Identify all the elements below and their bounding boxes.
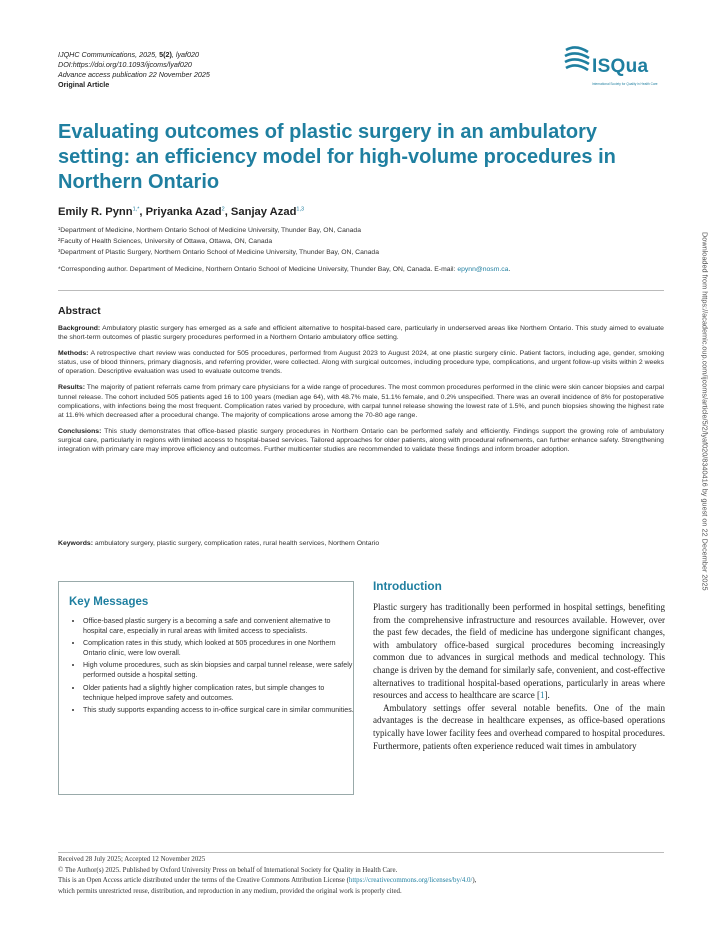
abstract-conclusions bbox=[58, 427, 664, 454]
author[interactable] bbox=[58, 206, 139, 218]
wave-icon bbox=[562, 42, 596, 76]
email-link[interactable]: epynn@nosm.ca bbox=[457, 266, 509, 273]
author-affiliation-mark: 1,3 bbox=[296, 206, 305, 213]
keywords bbox=[58, 540, 379, 547]
paragraph-text: Plastic surgery has traditionally been performed in hospital settings, benefiting from the comprehensive infrastructure and resources available. However, over the past few decades, the field of medicine has undergone significant changes, with ambulatory office-based surgical procedures becoming increasingly common due to advances in surgical methods and medical technology. This change is driven by the demand for similarly safe, convenient, and cost-effective alternatives to traditional hospital-based operations, particularly in areas where resources and access to healthcare are scarce [ bbox=[373, 602, 665, 701]
doi-link[interactable]: DOI:https://doi.org/10.1093/ijcoms/lyaf020 bbox=[58, 60, 192, 69]
author-affiliation-mark: 2 bbox=[221, 206, 225, 213]
advance-access: Advance access publication 22 November 2025 bbox=[58, 70, 210, 79]
author-name: Sanjay Azad bbox=[230, 206, 297, 218]
footer-divider bbox=[58, 852, 664, 853]
license-text: This is an Open Access article distributed under the terms of the Creative Commons Attribution License ( bbox=[58, 877, 349, 885]
license-text-end: ), bbox=[472, 877, 477, 885]
corresponding-end: . bbox=[508, 266, 511, 273]
abstract-heading: Abstract bbox=[58, 305, 101, 317]
section-label: Results: bbox=[58, 384, 86, 392]
download-note-text: Downloaded from https://academic.oup.com/ijcoms/article/5/2/lyaf020/8340416 by guest on 22 December 2025 bbox=[700, 232, 710, 591]
corresponding-text: *Corresponding author. Department of Medicine, Northern Ontario School of Medicine University, Thunder Bay, ON, Canada. E-mail: bbox=[58, 266, 458, 273]
key-messages-box bbox=[58, 581, 354, 795]
affiliations bbox=[58, 225, 658, 258]
affiliation: ³Department of Plastic Surgery, Northern Ontario School of Medicine University, Thunder Bay, ON, Canada bbox=[58, 249, 379, 256]
article-type: Original Article bbox=[58, 80, 110, 89]
isqua-logo bbox=[562, 42, 672, 94]
reference-link[interactable]: 1 bbox=[540, 690, 545, 701]
introduction-heading: Introduction bbox=[373, 579, 442, 593]
article-id: , lyaf020 bbox=[171, 50, 200, 59]
abstract-results bbox=[58, 383, 664, 419]
abstract-methods bbox=[58, 349, 664, 376]
article-title: Evaluating outcomes of plastic surgery in an ambulatory setting: an efficiency model for high-volume procedures in Northern Ontario bbox=[58, 121, 616, 193]
keywords-label: Keywords: bbox=[58, 540, 93, 547]
introduction-body bbox=[373, 601, 665, 752]
section-text: Ambulatory plastic surgery has emerged as a safe and efficient alternative to hospital-based care, particularly in underserved areas like Northern Ontario. This study aimed to evaluate the short-term outcomes of plastic surgery procedures performed in a Northern Ontario ambulatory office setting. bbox=[58, 325, 664, 342]
list-item: • High volume procedures, such as skin biopsies and carpal tunnel release, were safely performed outside a hospital setting. bbox=[83, 660, 355, 680]
received-dates: Received 28 July 2025; Accepted 12 November 2025 bbox=[58, 856, 206, 863]
license-terms: which permits unrestricted reuse, distribution, and reproduction in any medium, provided the original work is properly cited. bbox=[58, 887, 402, 895]
section-text: This study demonstrates that office-based plastic surgery procedures in Northern Ontario can be performed safely and efficiently. Findings support the growing role of ambulatory surgical care, particularly in regions with limited access to hospital-based services. Tailored approaches for older patients, along with procedural refinements, can further enhance safety. Strengthening integration with primary care may improve efficiency and outcomes. Further multicenter studies are recommended to validate these findings and inform broader adoption. bbox=[58, 427, 664, 454]
list-item: • Office-based plastic surgery is a becoming a safe and convenient alternative to hospital care, especially in rural areas with limited access to specialists. bbox=[83, 616, 355, 636]
license bbox=[58, 876, 678, 887]
citation-line bbox=[58, 50, 210, 60]
volume-issue: 5(2) bbox=[159, 50, 172, 59]
author-name: Emily R. Pynn bbox=[58, 206, 133, 218]
citation-year: , 2025, bbox=[135, 50, 160, 59]
abstract-body bbox=[58, 324, 664, 461]
author-name: Priyanka Azad bbox=[145, 206, 222, 218]
author[interactable] bbox=[231, 206, 304, 218]
list-item: • This study supports expanding access to in-office surgical care in similar communities. bbox=[83, 705, 355, 715]
corresponding-author bbox=[58, 266, 510, 273]
logo-subtitle: International Society for Quality in Health Care bbox=[592, 82, 658, 86]
section-text: A retrospective chart review was conducted for 505 procedures, performed from August 2023 to August 2024, at one plastic surgery clinic. Patient factors, including age, gender, smoking status, use of blood thinners, primary diagnosis, and referring provider, were collected. Along with surgical outcomes, including procedure type, complications, and urgent follow-up visits within 2 weeks of operation. Descriptive evaluation was used to evaluate outcome trends. bbox=[58, 350, 664, 376]
author-affiliation-mark: 1,* bbox=[132, 206, 140, 213]
key-messages-list bbox=[69, 616, 355, 717]
footer bbox=[58, 855, 678, 897]
author[interactable] bbox=[146, 206, 225, 218]
author-list bbox=[58, 206, 304, 218]
section-text: The majority of patient referrals came from primary care physicians for a wide range of procedures. The most common procedures performed in the clinic were skin cancer biopsies and carpal tunnel release. The cohort included 505 patients aged 16 to 100 years (median age 64), with 48.7% male, 51.1% female, and 0.2% unspecified. There was an overall incidence of 8% for postoperative complications, with infections being the most frequent. Complication rates varied by procedure, with carpal tunnel release showing the lowest rate of 1.5%, and punch biopsies showing the highest rate at 11.6% which decreased after a procedural change. The majority of complications arose among the 70-80 age range. bbox=[58, 384, 664, 419]
section-label: Methods: bbox=[58, 350, 89, 358]
paragraph: Ambulatory settings offer several notable benefits. One of the main advantages is the decrease in healthcare expenses, as office-based operations typically have lower facility fees and overhead compared to hospital procedures. Furthermore, patients often experience reduced wait times in ambulatory bbox=[373, 702, 665, 751]
author-separator: , bbox=[139, 206, 146, 218]
section-label: Conclusions: bbox=[58, 427, 102, 435]
section-label: Background: bbox=[58, 325, 101, 332]
copyright: © The Author(s) 2025. Published by Oxford University Press on behalf of International Society for Quality in Health Care. bbox=[58, 866, 398, 874]
affiliation: ²Faculty of Health Sciences, University of Ottawa, Ottawa, ON, Canada bbox=[58, 238, 273, 245]
author-separator: , bbox=[224, 206, 231, 218]
logo-text: ISQua bbox=[592, 56, 649, 77]
list-item: • Complication rates in this study, which looked at 505 procedures in one Northern Ontario clinic, were low overall. bbox=[83, 638, 355, 658]
list-item: • Older patients had a slightly higher complication rates, but simple changes to technique helped improve safety and outcomes. bbox=[83, 683, 355, 703]
paragraph-end: ]. bbox=[544, 690, 550, 701]
download-note bbox=[699, 232, 711, 732]
paragraph bbox=[373, 601, 665, 702]
affiliation: ¹Department of Medicine, Northern Ontario School of Medicine University, Thunder Bay, ON, Canada bbox=[58, 227, 361, 234]
divider bbox=[58, 290, 664, 291]
keywords-text: ambulatory surgery, plastic surgery, complication rates, rural health services, Northern Ontario bbox=[93, 540, 380, 547]
abstract-background bbox=[58, 324, 664, 342]
journal-name: IJQHC Communications bbox=[58, 50, 136, 59]
article-meta bbox=[58, 50, 210, 90]
key-messages-heading: Key Messages bbox=[69, 596, 149, 608]
license-link[interactable]: https://creativecommons.org/licenses/by/4.0/ bbox=[348, 877, 473, 885]
